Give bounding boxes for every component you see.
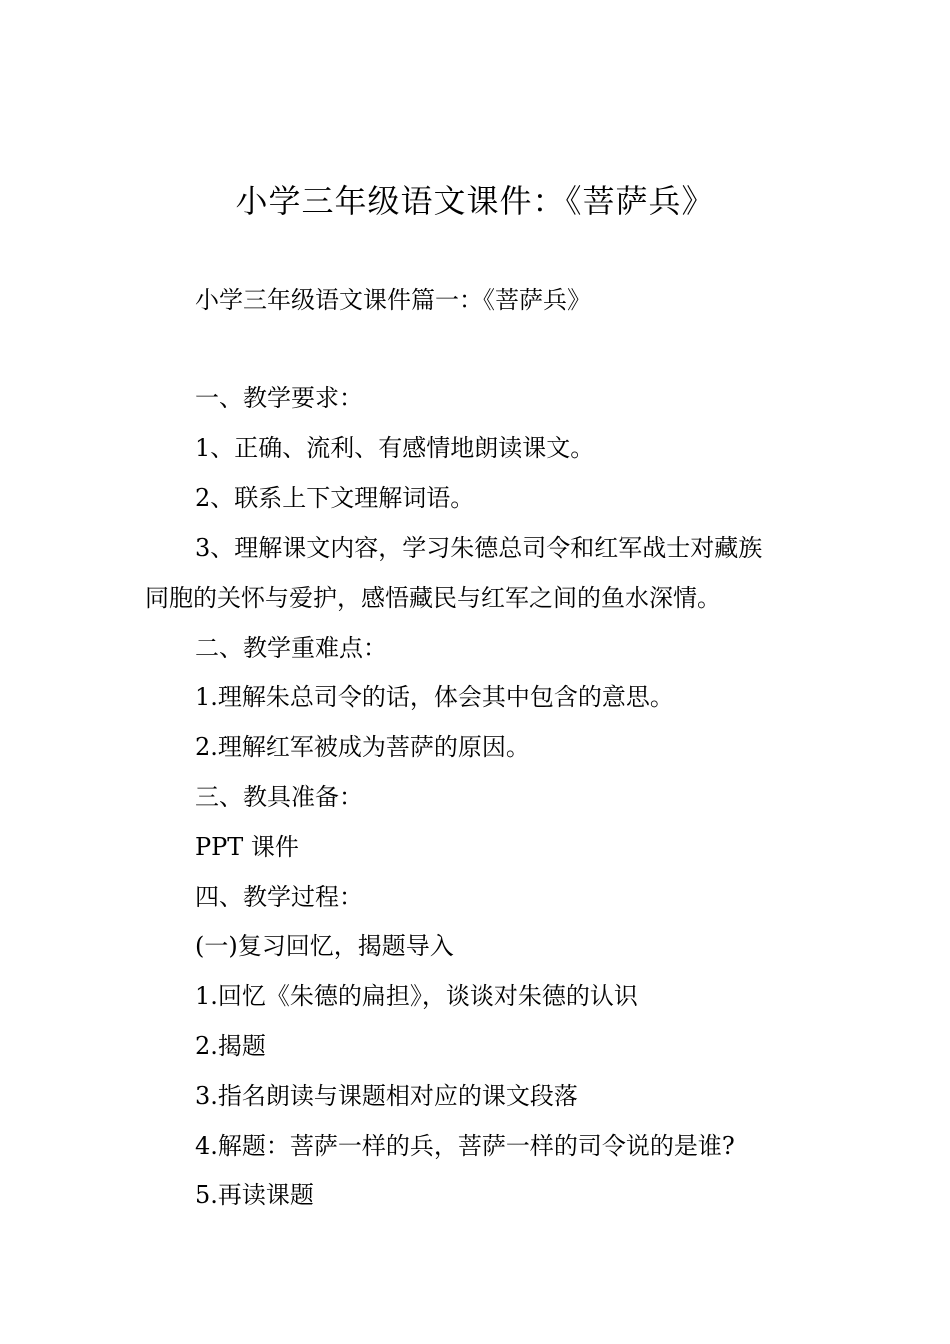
process-item-5: 5.再读课题 bbox=[195, 1181, 314, 1209]
teaching-aid-item: PPT 课件 bbox=[195, 833, 299, 861]
heading-teaching-aids: 三、教具准备： bbox=[195, 783, 363, 811]
section-subtitle: 小学三年级语文课件篇一：《菩萨兵》 bbox=[195, 286, 591, 314]
key-point-2: 2.理解红军被成为菩萨的原因。 bbox=[195, 733, 530, 761]
heading-teaching-process: 四、教学过程： bbox=[195, 883, 363, 911]
requirement-item-3-continued: 同胞的关怀与爱护，感悟藏民与红军之间的鱼水深情。 bbox=[145, 584, 721, 612]
process-item-1: 1.回忆《朱德的扁担》，谈谈对朱德的认识 bbox=[195, 982, 638, 1010]
key-point-1: 1.理解朱总司令的话，体会其中包含的意思。 bbox=[195, 683, 674, 711]
process-item-3: 3.指名朗读与课题相对应的课文段落 bbox=[195, 1082, 578, 1110]
process-item-2: 2.揭题 bbox=[195, 1032, 266, 1060]
heading-teaching-requirements: 一、教学要求： bbox=[195, 384, 363, 412]
process-item-4: 4.解题：菩萨一样的兵，菩萨一样的司令说的是谁? bbox=[195, 1132, 735, 1160]
document-title: 小学三年级语文课件：《菩萨兵》 bbox=[235, 182, 715, 220]
requirement-item-1: 1、正确、流利、有感情地朗读课文。 bbox=[195, 434, 595, 462]
requirement-item-3: 3、理解课文内容，学习朱德总司令和红军战士对藏族 bbox=[195, 534, 763, 562]
requirement-item-2: 2、联系上下文理解词语。 bbox=[195, 484, 475, 512]
heading-key-points: 二、教学重难点： bbox=[195, 634, 387, 662]
process-step-heading: (一)复习回忆，揭题导入 bbox=[195, 932, 454, 960]
